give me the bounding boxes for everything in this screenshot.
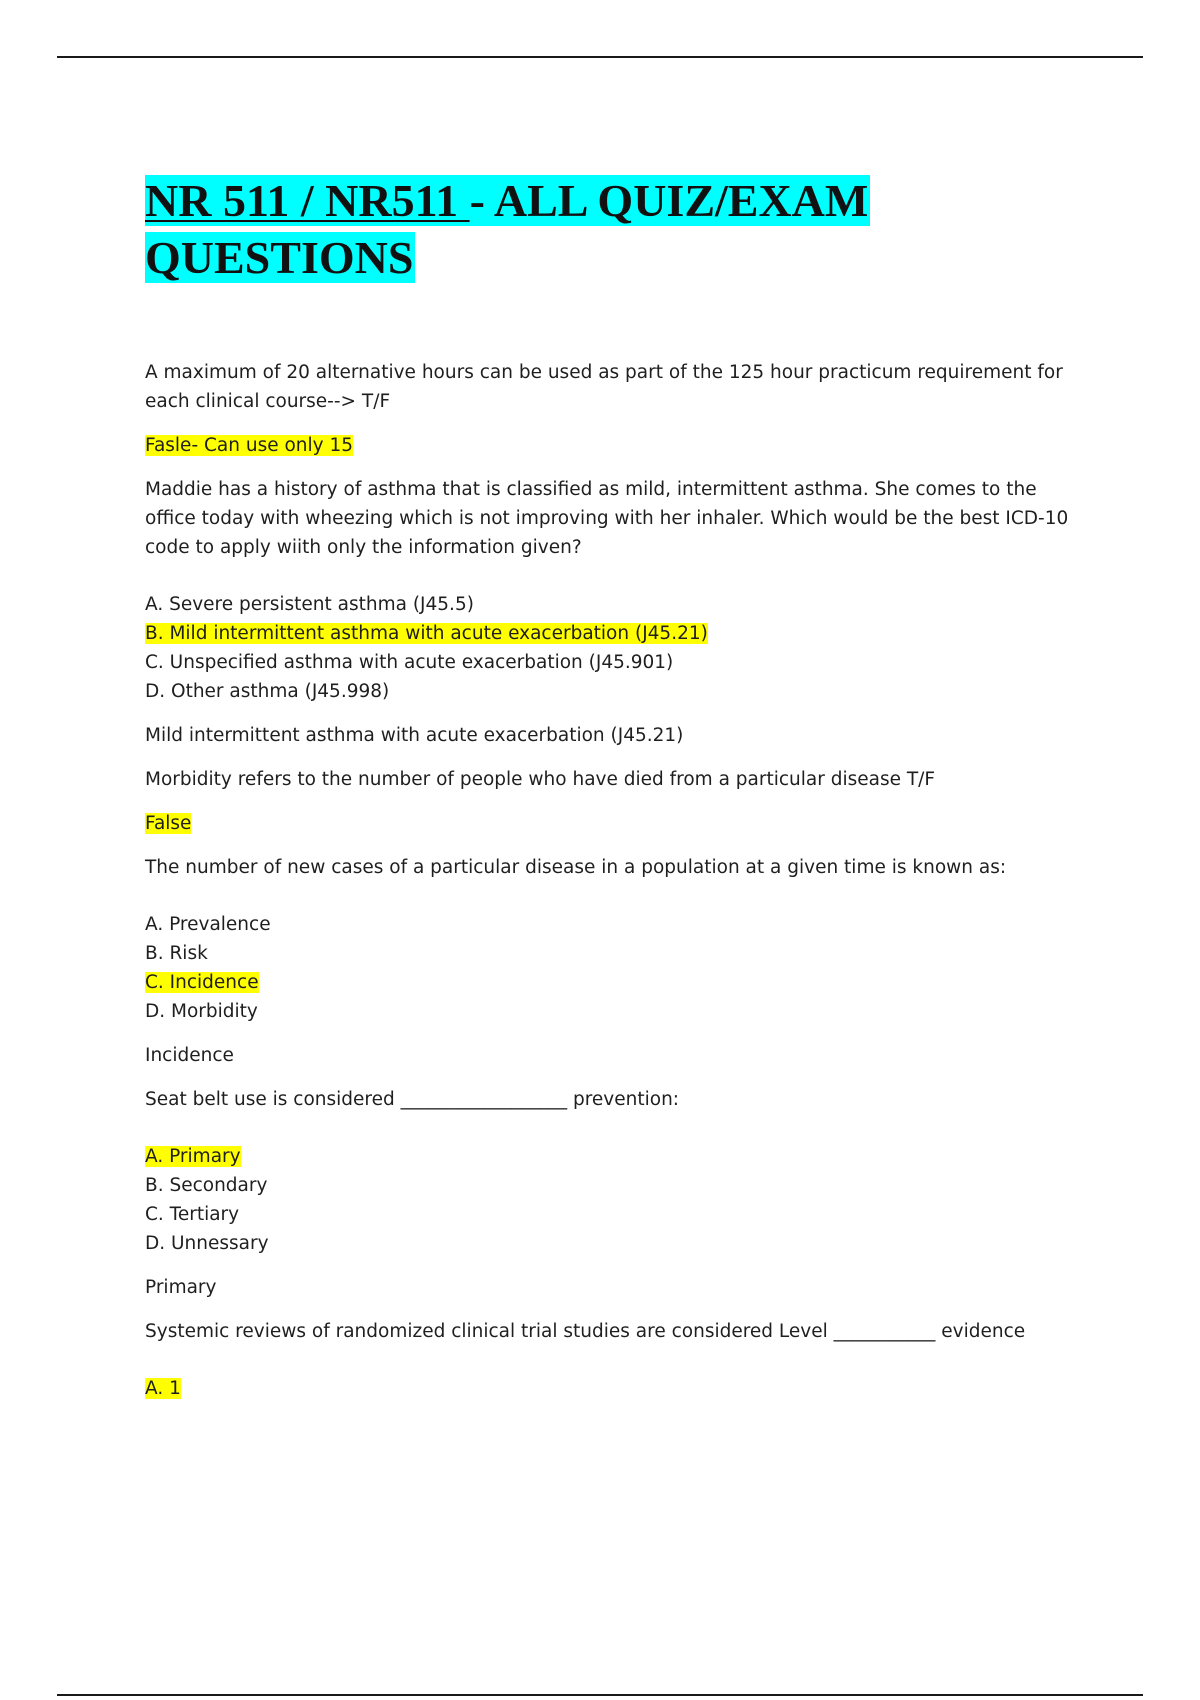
option-2c: C. Unspecified asthma with acute exacerbation (J45.901) [145,652,674,673]
option-5d: D. Unnessary [145,1233,269,1254]
title-course-code: NR 511 / NR511 [145,175,470,226]
option-5b: B. Secondary [145,1175,268,1196]
question-6: Systemic reviews of randomized clinical trial studies are considered Level ___________ evidence [145,1321,1026,1342]
option-4d: D. Morbidity [145,1001,258,1022]
header-rule [57,56,1143,58]
document-body [145,358,1085,1403]
option-5a: A. Primary [145,1146,241,1167]
options-2 [145,590,1085,706]
option-2b: B. Mild intermittent asthma with acute exacerbation (J45.21) [145,623,708,644]
footer-rule [57,1694,1143,1696]
option-4c: C. Incidence [145,972,259,993]
option-4a: A. Prevalence [145,914,271,935]
question-5: Seat belt use is considered __________________ prevention: [145,1089,680,1110]
title-line2: QUESTIONS [145,232,414,283]
options-4 [145,910,1085,1026]
question-1: A maximum of 20 alternative hours can be used as part of the 125 hour practicum requirement for each clinical course--> T/F [145,362,1063,412]
option-6a: A. 1 [145,1378,181,1399]
document-title [145,172,1045,286]
option-4b: B. Risk [145,943,208,964]
options-5 [145,1142,1085,1258]
answer-5: Primary [145,1277,217,1298]
answer-1: Fasle- Can use only 15 [145,435,354,456]
title-subtitle: - ALL QUIZ/EXAM [469,175,869,226]
option-2a: A. Severe persistent asthma (J45.5) [145,594,474,615]
question-3: Morbidity refers to the number of people who have died from a particular disease T/F [145,769,936,790]
answer-2: Mild intermittent asthma with acute exacerbation (J45.21) [145,725,684,746]
question-4: The number of new cases of a particular disease in a population at a given time is known as: [145,857,1007,878]
option-5c: C. Tertiary [145,1204,240,1225]
option-2d: D. Other asthma (J45.998) [145,681,390,702]
answer-3: False [145,813,192,834]
answer-4: Incidence [145,1045,234,1066]
options-6 [145,1374,1085,1403]
question-2: Maddie has a history of asthma that is classified as mild, intermittent asthma. She comes to the office today with wheezing which is not improving with her inhaler. Which would be the best ICD-10 code to apply wiith only the information given? [145,479,1069,558]
